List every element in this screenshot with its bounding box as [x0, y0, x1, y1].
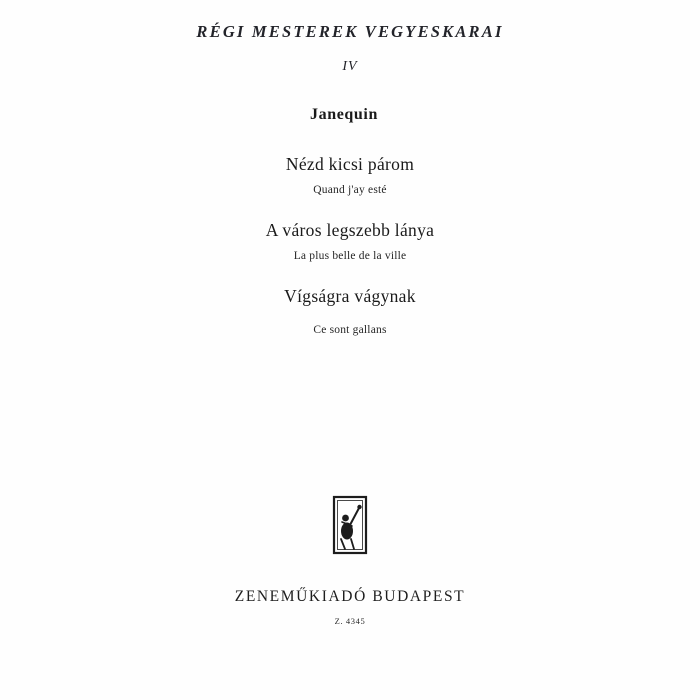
- work-title: Nézd kicsi párom: [285, 154, 415, 174]
- series-title: RÉGI MESTEREK VEGYESKARAI: [196, 22, 504, 41]
- composer-name: Janequin: [310, 106, 378, 123]
- work-subtitle: Quand j'ay esté: [313, 184, 387, 196]
- publisher-emblem-icon: [332, 495, 368, 555]
- series-volume-number: IV: [342, 59, 358, 74]
- work-item: [0, 286, 700, 336]
- work-subtitle: La plus belle de la ville: [293, 250, 407, 262]
- work-title: Vígságra vágynak: [284, 286, 416, 306]
- work-item: [0, 220, 700, 262]
- publisher-name: ZENEMŰKIADÓ BUDAPEST: [234, 588, 466, 605]
- works-list: [0, 154, 700, 336]
- work-subtitle: Ce sont gallans: [313, 324, 387, 336]
- work-title: A város legszebb lánya: [265, 220, 435, 240]
- work-item: [0, 154, 700, 196]
- plate-number: Z. 4345: [334, 616, 366, 626]
